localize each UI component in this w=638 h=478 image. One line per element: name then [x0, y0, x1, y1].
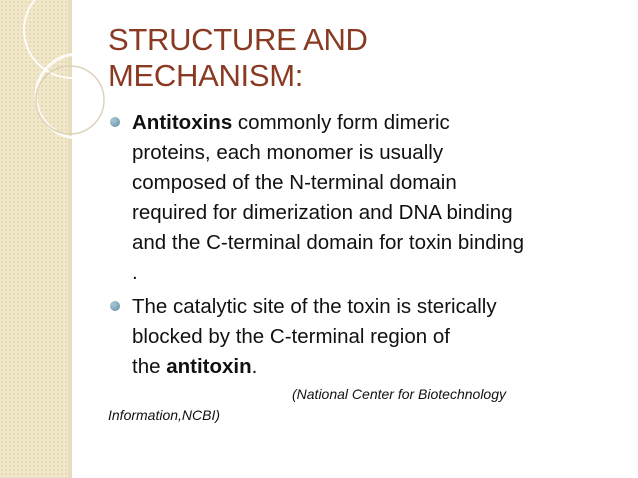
bullet-line: blocked by the C-terminal region of — [132, 325, 450, 348]
bullet-dot-icon — [110, 117, 120, 127]
bullet-text: . — [251, 355, 258, 378]
decorative-side-band — [0, 0, 68, 478]
bullet-line — [132, 352, 620, 382]
bullet-list — [110, 108, 620, 386]
title-line-1: STRUCTURE AND — [108, 22, 368, 57]
bullet-line: proteins, each monomer is usually — [132, 141, 444, 164]
bullet-line — [132, 108, 620, 138]
bullet-line: . — [132, 261, 138, 284]
bullet-line: The catalytic site of the toxin is sterically — [132, 295, 497, 318]
bullet-line: composed of the N-terminal domain — [132, 171, 457, 194]
bullet-line: and the C-terminal domain for toxin binding — [132, 231, 524, 254]
bullet-item-antitoxins — [110, 108, 620, 288]
title-line-2: MECHANISM: — [108, 58, 304, 93]
bullet-line: required for dimerization and DNA binding — [132, 201, 513, 224]
citation-line-1: (National Center for Biotechnology — [292, 386, 507, 402]
slide-title — [108, 22, 608, 94]
bullet-dot-icon — [110, 301, 120, 311]
bold-term: Antitoxins — [132, 111, 233, 134]
bold-term: antitoxin — [166, 355, 252, 378]
bullet-text-prefix: the — [132, 355, 167, 378]
bullet-text: commonly form dimeric — [232, 111, 450, 134]
bullet-item-catalytic-site — [110, 292, 620, 382]
citation-line-2: Information,NCBI) — [108, 407, 221, 423]
side-band-edge — [68, 0, 72, 478]
